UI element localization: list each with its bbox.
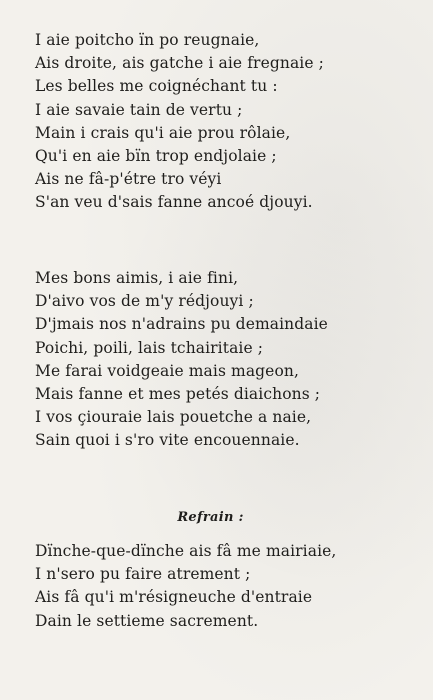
- verse-line: Poichi, poili, lais tchairitaie ;: [35, 338, 264, 357]
- verse-line: D'jmais nos n'adrains pu demaindaie: [35, 315, 328, 334]
- verse-line: I aie poitcho ïn po reugnaie,: [35, 31, 260, 49]
- verse-line: I vos çiouraie lais pouetche a naie,: [35, 408, 312, 427]
- verse-line: S'an veu d'sais fanne ancoé djouyi.: [35, 193, 313, 212]
- stanza-1: [35, 29, 324, 215]
- verse-line: Dain le settieme sacrement.: [35, 611, 259, 630]
- verse-line: Sain quoi i s'ro vite encouennaie.: [35, 431, 300, 450]
- verse-line: Mes bons aimis, i aie fini,: [35, 269, 239, 287]
- verse-line: Main i crais qu'i aie prou rôlaie,: [35, 123, 291, 142]
- verse-line: I aie savaie tain de vertu ;: [35, 100, 243, 119]
- stanza-2: [35, 267, 328, 453]
- verse-line: Ais ne fâ-p'étre tro véyi: [35, 170, 222, 189]
- verse-line: Dïnche-que-dïnche ais fâ me mairiaie,: [35, 542, 337, 560]
- refrain-stanza: [35, 540, 336, 633]
- verse-line: Les belles me coignéchant tu :: [35, 77, 278, 96]
- verse-line: D'aivo vos de m'y rédjouyi ;: [35, 292, 254, 311]
- verse-line: Qu'i en aie bïn trop endjolaie ;: [35, 147, 277, 166]
- verse-line: Mais fanne et mes petés diaichons ;: [35, 385, 321, 404]
- refrain-heading: Refrain :: [177, 510, 244, 525]
- verse-line: Ais fâ qu'i m'résigneuche d'entraie: [35, 588, 313, 607]
- verse-line: Me farai voidgeaie mais mageon,: [35, 361, 299, 380]
- verse-line: Ais droite, ais gatche i aie fregnaie ;: [35, 54, 324, 73]
- verse-line: I n'sero pu faire atrement ;: [35, 565, 251, 584]
